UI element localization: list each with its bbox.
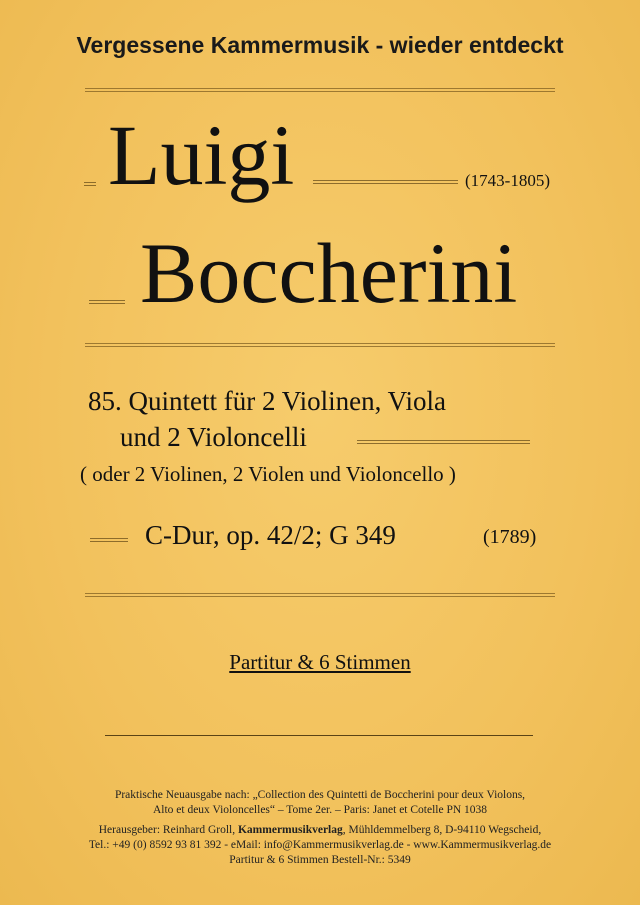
work-year: (1789)	[483, 526, 537, 548]
composer-last-name: Boccherini	[140, 225, 518, 321]
composer-first-name: Luigi	[108, 107, 295, 203]
publisher-info	[0, 823, 640, 868]
work-alternative-scoring: ( oder 2 Violinen, 2 Violen und Violoncello )	[80, 462, 456, 486]
publisher-name: Kammermusikverlag	[237, 824, 343, 836]
first-name-right-dash	[313, 180, 458, 184]
source-line-2: Alto et deux Violoncelles“ – Tome 2er. – Paris: Janet et Cotelle PN 1038	[152, 804, 488, 816]
lower-divider	[85, 593, 555, 597]
work-key-opus: C-Dur, op. 42/2; G 349	[145, 520, 396, 550]
order-number: Partitur & 6 Stimmen Bestell-Nr.: 5349	[229, 854, 411, 866]
source-note	[0, 788, 640, 818]
contact-line: Tel.: +49 (0) 8592 93 81 392 - eMail: info@Kammermusikverlag.de - www.Kammermusikverlag.de	[88, 839, 552, 851]
series-title: Vergessene Kammermusik - wieder entdeckt	[76, 32, 564, 58]
editor-line: Herausgeber: Reinhard Groll, Kammermusikverlag, Mühldemmelberg 8, D-94110 Wegscheid,	[98, 824, 542, 836]
composer-years: (1743-1805)	[465, 171, 550, 190]
last-name-left-dash	[89, 300, 125, 304]
work-title-line2: und 2 Violoncelli	[120, 422, 307, 452]
work-title-line1: 85. Quintett für 2 Violinen, Viola	[88, 386, 446, 416]
title-line2-dash	[357, 440, 530, 444]
key-left-dash	[90, 538, 128, 542]
mid-divider	[85, 343, 555, 347]
first-name-left-dash	[84, 182, 96, 186]
top-divider	[85, 88, 555, 92]
footer-rule	[105, 735, 533, 736]
edition-contents: Partitur & 6 Stimmen	[229, 650, 411, 674]
source-line-1: Praktische Neuausgabe nach: „Collection des Quintetti de Boccherini pour deux Violons,	[114, 789, 526, 801]
